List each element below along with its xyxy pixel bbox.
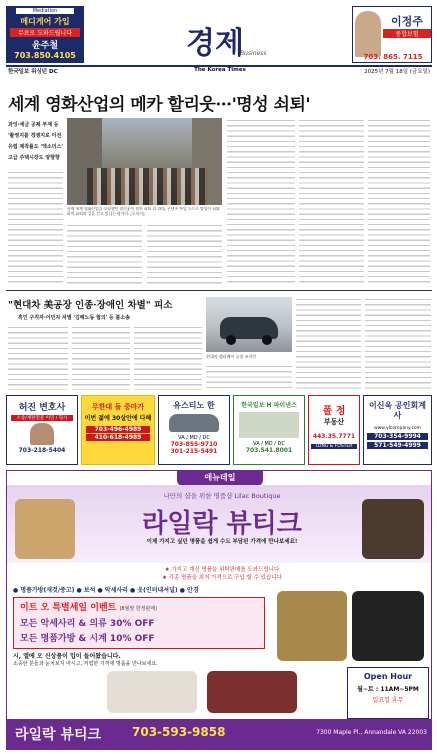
ad-sub: VA / MD / DC	[253, 441, 285, 447]
ad-title: 폴 정	[322, 406, 346, 417]
ad-phone: 703.541.8001	[245, 447, 293, 454]
story1-deck	[8, 120, 63, 166]
story1-photo-caption: 한때 세계 영화산업을 호령했던 할리웃이 점진 쇠퇴 과 과대, 콘텐츠 부담 등으로 명성이 쇠퇴하며 쇠퇴의 길을 걷고 있다는 평가다. [로이터]	[67, 207, 220, 216]
big-ad-categories: ● 명품가방(새것/중고) ● 보석 ● 악세사리 ● 옷(인터내셔널) ● 안경	[13, 587, 199, 594]
big-ad-tagline: 나만의 샵을 위한 명품샵 Lilac Boutique	[163, 492, 281, 500]
edition-label: 한국일보 워싱턴 DC	[8, 69, 58, 75]
product-image	[207, 671, 297, 713]
deck-line: 유럽 제작률도 '엑소더스'	[8, 144, 63, 150]
deck-line: 과잉·세금 공제 부재 등	[8, 122, 59, 128]
photo-block	[239, 412, 299, 438]
hours-title: Open Hour	[363, 672, 413, 681]
sale-line: 모든 악세사리 & 의류 30% OFF	[20, 619, 155, 629]
ad-sub: www.ylcompany.com	[373, 426, 422, 431]
ad-auto[interactable]	[158, 395, 230, 465]
ad-realty[interactable]	[81, 395, 155, 465]
story2-photo	[206, 297, 292, 352]
section-subtitle: Business	[240, 50, 267, 57]
big-ad-closing: 시, 엘에 오 신상품이 입이 들어왔습니다.	[13, 653, 121, 660]
ad-right-phone: 703. 865. 7115	[363, 53, 423, 61]
ad-title: 한국일보 H 파이낸스	[241, 402, 297, 409]
sale-title	[14, 598, 264, 615]
paper-name: The Korea Times	[194, 67, 246, 73]
product-image	[277, 591, 347, 661]
sale-title-text: 이트 오 특별세일 이벤트	[20, 603, 117, 613]
ad-title: 유스티노 한	[173, 401, 215, 410]
avatar	[30, 423, 54, 445]
product-image	[107, 671, 197, 713]
story2-body-col4	[206, 364, 292, 390]
ad-lawyer[interactable]	[6, 395, 78, 465]
ad-title: 무한대 돌 중마가	[91, 403, 145, 411]
story2-body-col1	[8, 325, 68, 390]
ad-realtor[interactable]	[308, 395, 360, 465]
big-ad[interactable]	[6, 470, 432, 750]
ad-phone: 703-496-4989	[86, 426, 150, 433]
deck-line: 고급 주택시장도 양향향	[8, 155, 60, 161]
issue-date: 2025년 7월 18일 (금요일)	[364, 69, 430, 75]
ad-left-line3: 무료로 도와드립니다	[10, 28, 80, 37]
ad-accountant[interactable]	[363, 395, 432, 465]
car-image	[169, 414, 219, 432]
ad-phone: 443.35.7771	[312, 433, 356, 440]
ad-phone: 301-215-5491	[170, 448, 218, 455]
big-ad-bullet: ★ 각종 명품을 최저 가격으로 구입 할 수 있습니다	[162, 575, 282, 581]
ad-phone: 703-218-5404	[18, 447, 66, 454]
story2-headline: "현대차 美공장 인종·장애인 차별" 피소	[8, 300, 173, 311]
ad-left-phone: 703.850.4105	[14, 51, 76, 60]
sale-box	[13, 597, 265, 649]
hours-box	[347, 667, 429, 719]
story2-body-col3	[134, 325, 202, 390]
story2-deck: 흑인 구직자·이민자 차별 '김해노동 혐의' 등 불소송	[18, 315, 131, 321]
ad-sub: 소송/재판전문 이민 / 형사	[11, 415, 73, 421]
ad-phone: 410-618-4989	[86, 434, 150, 441]
ad-sub: VA / MD / DC	[178, 435, 210, 441]
ad-title: 허진 변호사	[18, 403, 66, 413]
ad-phone: 571-549-4999	[367, 442, 428, 449]
story1-body-col4	[227, 118, 295, 285]
story1-body-col6	[368, 118, 430, 285]
sale-note: (8월말 한정판매)	[119, 606, 158, 612]
masthead-ad-left[interactable]	[6, 6, 84, 63]
ad-right-name: 이정주	[391, 15, 423, 28]
product-image	[362, 499, 424, 559]
story1-headline: 세계 영화산업의 메카 할리웃···'명성 쇠퇴'	[8, 95, 311, 112]
ad-phone: 703-855-9710	[170, 441, 218, 448]
section-divider	[6, 290, 432, 291]
story1-body-col1	[8, 170, 63, 285]
ad-left-line2: 메디게어 가입	[20, 17, 70, 26]
ad-right-sub: 종합보험	[383, 29, 431, 38]
story1-body-col5	[299, 118, 364, 285]
ad-title: 이신욱 공인회계사	[369, 401, 426, 420]
ad-phone: 703-354-9994	[367, 433, 428, 440]
story2-body-col5	[296, 297, 361, 390]
story2-photo-caption: 현대차 앨라배마 공장 조지안	[206, 354, 257, 359]
hours-text: 월~토 : 11AM~5PM	[357, 686, 419, 693]
story2-body-col6	[365, 297, 431, 390]
ad-sub: 부동산	[323, 418, 345, 426]
wheel-shape	[226, 335, 236, 345]
big-ad-bullet: ★ 가지고 계신 명품을 위탁판매를 도와드립니다	[164, 567, 280, 573]
story1-photo	[67, 118, 222, 205]
deck-line: '촬영지를 경쟁지로 이전	[8, 133, 62, 139]
story1-body-col2	[67, 223, 142, 285]
ad-left-name: 윤주철	[31, 41, 59, 51]
story1-body-col3	[147, 223, 222, 285]
big-ad-closing2: 소중한 분들과 눈치보지 마시고, 저렴한 가격에 명품을 만나보세요.	[13, 661, 158, 667]
masthead-ad-right[interactable]	[352, 6, 432, 63]
big-ad-title: 라일락 뷰티크	[142, 509, 302, 539]
ad-company: LONG & FOSTER	[311, 444, 357, 449]
big-ad-slogan: 이제 가지고 싶던 명품을 쉽게 수도 부담된 가격에 만나보세요!	[146, 539, 298, 545]
product-image	[352, 591, 424, 661]
store-phone: 703-593-9858	[132, 725, 226, 739]
store-name: 라일락 뷰티크	[15, 727, 102, 743]
avatar	[355, 11, 381, 57]
ad-left-line1: Mediation	[16, 8, 74, 14]
big-ad-footer	[7, 719, 431, 749]
crowd-shape	[87, 168, 207, 205]
hours-closed: 일요일 휴무	[372, 697, 404, 704]
product-image	[15, 499, 75, 559]
ad-sub: 이번 젊에 30살안에 다해	[84, 415, 152, 422]
section-title: 경제	[186, 26, 244, 58]
store-address: 7300 Maple Pl., Annandale VA 22003	[316, 729, 427, 736]
sale-line: 모든 명품가방 & 시계 10% OFF	[20, 634, 155, 644]
big-ad-banner: 애뉴데일	[177, 470, 263, 486]
ad-finance[interactable]	[233, 395, 305, 465]
wheel-shape	[262, 335, 272, 345]
story2-body-col2	[72, 325, 130, 390]
